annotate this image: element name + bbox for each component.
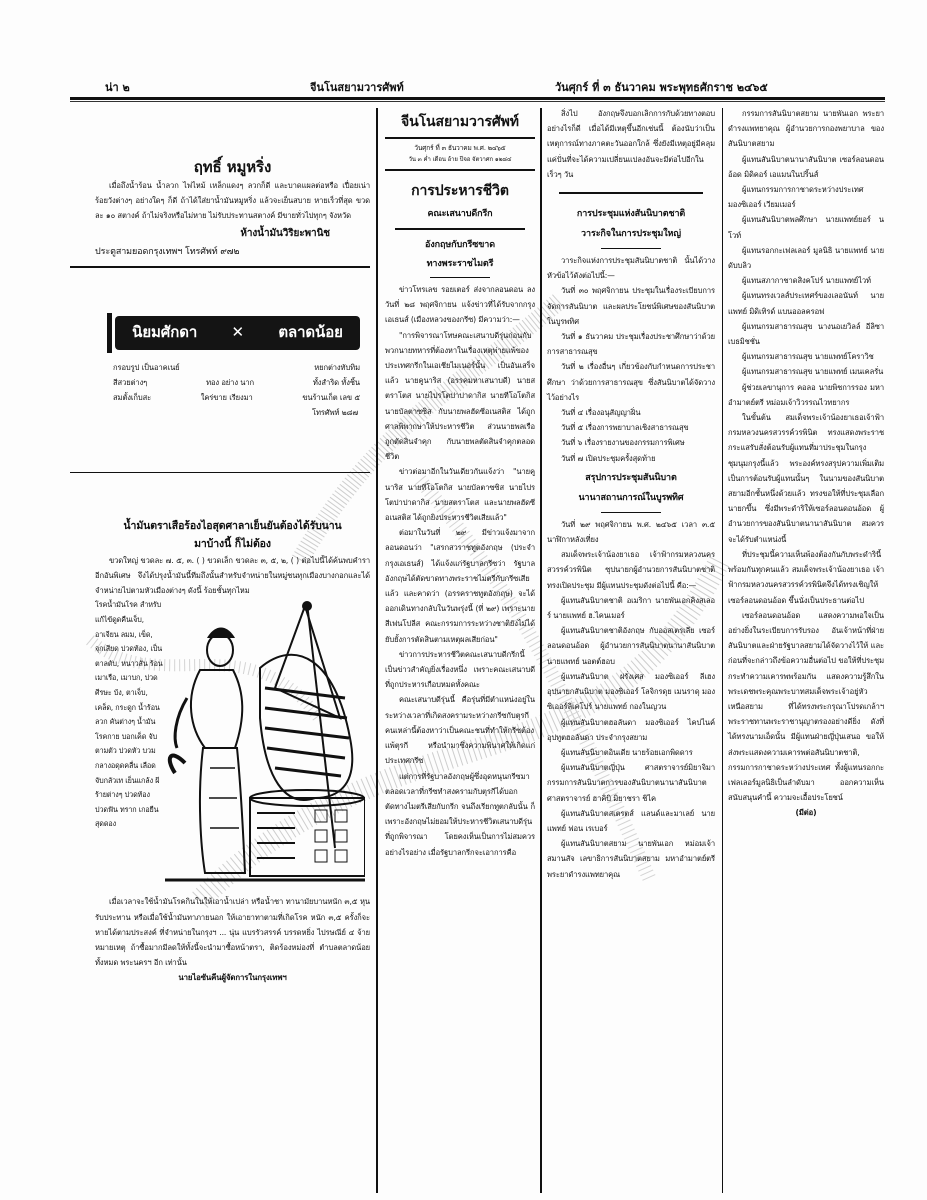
- article-title: สรุปการประชุมสันนิบาต: [585, 472, 677, 483]
- agenda-item: วันที่ ๔ เรื่องอนุสัญญาฝิ่น: [561, 408, 641, 418]
- agenda-item: วันที่ ๓๐ พฤศจิกายน ประชุมในเรื่องระเบียบการจัดการสันนิบาต และผลประโยชน์พิเศษของสันนิบาตในบูรพทิศ: [547, 286, 715, 326]
- woman-and-tiger-illustration: [165, 598, 365, 886]
- article-paragraph: ข่าวโทรเลข รอยเตอร์ ส่งจากลอนดอน ลงวันที่ ๒๘ พฤศจิกายน แจ้งข่าวที่ได้รับจากกรุงเอเธนส์ (เมืองหลวงของกรีซ) มีความว่า:—: [385, 285, 535, 325]
- article-paragraph: สิ่งไป อังกฤษจึงบอกเลิกการกับด้วยทางตอบอย่างไรก็ดี เมื่อได้มีเหตุขึ้นอีกเช่นนี้ ต้องนับว่าเป็นเหตุการณ์ทางภาคตะวันออกใกล้ ซึ่งยังมีเหตุอยู่มีคลุมแค่ปั่นที่จะได้ความเปลี่ยนแปลงอันจะมีต่อไปอีกในเร็วๆ วัน: [547, 109, 715, 179]
- ad-mu-ring: [95, 156, 370, 268]
- column-divider: [376, 108, 378, 1193]
- masthead-rule: [385, 137, 535, 139]
- article-paragraph: ในขั้นต้น สมเด็จพระเจ้าน้องยาเธอเจ้าฟ้ากรมหลวงนครสวรรค์วรพินิต ทรงแสดงพระราชกระแสรับสั่งต้อนรับผู้แทนที่มาประชุมในกรุง ชุมนุมกรุงนี้แล้ว พระองค์ทรงสรุปความเพิ่มเติม เป็นการต้อนรับผู้แทนนั้นๆ ในนามของสันนิบาตสยามอีกชั้นหนึ่งด้วยแล้ว ทรงขอให้ที่ประชุมเลือกนายกขึ้น ซึ่งมีพระดำริให้เซอร์ลอนดอนอ้อด ผู้อำนวยการของสันนิบาตนานาสันนิบาต สมควรจะได้รับตำแหน่งนี้: [728, 413, 884, 544]
- article-paragraph: "การพิจารณาโทษคณะเสนาบดีรุ่นก่อนกับพวกนายทหารที่ต้องหาในเรื่องเหตุพ่ายแพ้ของประเทศกรีกในเอเชียไมเนอร์นั้น เป็นอันเสร็จแล้ว นายคูนาริส (อรรคมหาเสนาบดี) นายสตราโตส นายไปรโตปาปาดากิส นายทีโอโตกิส นายบัลตาซซิส กับนายพลฮัดซีอเนสติส ได้ถูกศาลพิพากษาให้ประหารชีวิต ส่วนนายพลเรือ ถูกตัดสินจำคุก กับนายพลตัดสินจำคุกตลอดชีวิต: [385, 330, 535, 462]
- article-paragraph: สมเด็จพระเจ้าน้องยาเธอ เจ้าฟ้ากรมหลวงนครสวรรค์วรพินิต ซุปนายกผู้อำนวยการสันนิบาตชาติ ทรงเปิดประชุม มีผู้แทนประชุมดังต่อไปนี้ คือ:—: [547, 550, 715, 590]
- agenda-item: วันที่ ๖ เรื่องรายงานของกรรมการพิเศษ: [561, 438, 685, 448]
- page-header: [95, 78, 885, 96]
- paper-name: จีนโนสยามวารศัพท์: [310, 81, 404, 94]
- ad-rule: [70, 266, 370, 268]
- column-news-greece: [385, 106, 535, 860]
- agenda-item: วันที่ ๗ เปิดประชุมครั้งสุดท้าย: [561, 453, 656, 463]
- article-paragraph: ผู้แทนกรมสาธารณสุข นายแพทย์โคราวิช: [742, 352, 874, 362]
- article-subhead: อังกฤษกับกรีซขาด: [425, 240, 495, 250]
- article-paragraph: ผู้แทนสันนิบาตสยาม นายพันเอก หม่อมเจ้าสมานสัจ เลขาธิการสันนิบาตสยาม มหาอำมาตย์ตรี พระยาดำรงแพทยาคุณ: [547, 839, 715, 879]
- article-paragraph: กรรมการสันนิบาตสยาม นายพันเอก พระยาดำรงแพทยาคุณ ผู้อำนวยการกองพยาบาล ของสันนิบาตสยาม: [728, 109, 884, 149]
- article-paragraph: ข่าวการประหารชีวิตคณะเสนาบดีกรีกนี้ เป็นข่าวสำคัญยิ่งเรื่องหนึ่ง เพราะคณะเสนาบดีที่ถูกประหารเกือบหมดทั้งคณะ: [385, 649, 535, 690]
- article-paragraph: ผู้แทนสันนิบาตอินเดีย นายร้อยเอกพิดดาร: [561, 747, 693, 757]
- article-paragraph: ผู้แทนสันนิบาตสเตรตส์ แลนด์และมาเลย์ นายแพทย์ ฟอน เรเบอร์: [547, 808, 715, 833]
- article-paragraph: ผู้แทนสันนิบาตชาติ อเมริกา นายพันเอกคิงสเลอร์ นายแพทย์ ฮ.ไคนเมอร์: [547, 595, 715, 621]
- header-rule: [70, 97, 885, 100]
- column-divider: [540, 108, 542, 1193]
- article-subhead: ทางพระราชไมตรี: [426, 259, 494, 269]
- ad-banner: [115, 316, 360, 350]
- issue-date: วันศุกร์ ที่ ๓ ธันวาคม พระพุทธศักราช ๒๔๖๕: [555, 81, 768, 94]
- ad-usage-text: เมื่อเวลาจะใช้น้ำมันโรคกินในให้เอาน้ำเปล่า หรือน้ำชา ทานามัยบานหนัก ๓,๕ หุน รับประทาน หรือเมื่อใช้น้ำมันทาภายนอก ให้เอายาทาตามที่เกิดโรค หนัก ๓,๕ ครั้งก็จะหายได้ตามประสงค์ ที่จำหน่ายในกรุงฯ ... นุ่น แบรรัวสรรค์ บรรดหยิ่ง ไปรษณีย์ ๔ จ้าย หมายเหตุ ถ้าซื้อมากมีลดให้ทั้งนี้จะนำมาซื้อหน้าตรา, ติดร้องหม่องที่ ตำบลตลาดน้อย ทั้งหมด พระนครฯ อีก เท่านั้น: [95, 897, 370, 968]
- article-paragraph: ข่าวต่อมาอีกในวันเดียวกันแจ้งว่า "นายคูนาริส นายทีโอโตกิส นายบัลตาซซิส นายไปรโตปาปาดากิส นายสตราโตส และนายพลฮัดซีอเนสติส ได้ถูกยิงประหารชีวิตเสียแล้ว": [385, 467, 535, 523]
- ad-niyom-sakda: [95, 316, 370, 473]
- ad-row: สมตั้งเก็บสะ ใคร่ขาย เรียงมา ขนร้านเก็ต เลข ๕: [113, 392, 360, 402]
- article-paragraph: คณะเสนาบดีรุ่นนี้ คือรุ่นที่มีตำแหน่งอยู่ในระหว่างเวลาที่เกิดสงครามระหว่างกรีซกับตุรกี คนเหล่านี้ต้องหาว่าเป็นคณะชนที่ทำให้กรีซต้องแพ้ตุรกี หรือนำมาซึ่งความพินาศให้เกิดแก่ประเทศกรีซ: [385, 695, 535, 766]
- ad-tiger-oil: [95, 517, 370, 986]
- ad-rule: [70, 472, 370, 473]
- banner-ornament-icon: ✕: [231, 323, 244, 341]
- ad-seller: ห้างน้ำมันวิริยะพานิช: [240, 227, 330, 239]
- article-paragraph: ผู้แทนสภากาชาดสิงคโปร์ นายแพทย์ไวท์: [742, 276, 871, 286]
- subhead-rule: [430, 277, 490, 278]
- article-paragraph: เซอร์ลอนดอนอ้อด แสดงความพอใจเป็นอย่างยิ่งในระเบียบการรับรอง อันเจ้าหน้าที่ฝ่ายสันนิบาตและฝ่ายรัฐบาลสยามได้จัดวางไว้ให้ และก่อนที่จะกล่าวถึงข้อความอื่นต่อไป ขอให้ที่ประชุมกระทำความเคารพพร้อมกัน แสดงความรู้สึกในพระเดชพระคุณพระบาทสมเด็จพระเจ้าอยู่หัวเหนือสยาม ที่ได้ทรงพระกรุณาโปรดเกล้าฯ พระราชทานพระราชานุญาตรองอย่างดียิ่ง ดังที่ได้ทรงนามเอ็ดนั้น มีผู้แทนฝ่ายญี่ปุ่นเสนอ ขอให้ส่งพระแสดงความเคารพต่อสันนิบาตชาติ, กรรมการกาชาดระหว่างประเทศ ทั้งผู้แทนรอกกะเฟลเลอร์มูลนิธิเป็นลำดับมา ออกความเห็นสนับสนุนคำนี้ ความจะเอื้อประโยชน์: [728, 610, 884, 803]
- article-subhead: คณะเสนาบดีกรีก: [427, 209, 493, 219]
- tiger-oil-illustration-block: [95, 598, 365, 888]
- article-paragraph: ผู้แทนสันนิบาตชาติอังกฤษ กับออสเตรเลีย เซอร์ลอนดอนอ้อด ผู้อำนวยการสันนิบาตนานาสันนิบาต นายแพทย์ นอตต์ฮอบ: [547, 626, 715, 666]
- agenda-item: วันที่ ๕ เรื่องการพยาบาลเชิงสาธารณสุข: [561, 423, 689, 433]
- masthead-date: วันศุกร์ ที่ ๓ ธันวาคม พ.ศ. ๒๔๖๕: [414, 144, 506, 152]
- article-paragraph: วาระกิจแห่งการประชุมสันนิบาตชาติ นั้นได้วางหัวข้อไว้ดังต่อไปนี้:—: [547, 256, 715, 281]
- masthead-title: จีนโนสยามวารศัพท์: [401, 114, 519, 130]
- ad-body: เมื่อถึงน้ำร้อน น้ำลวก ไฟไหม้ เหล็กแดงๆ ลวกก็ดี และบาดแผลต่อหรือ เปื่อยเน่า ร้อยวังต่างๆ อย่างใดๆ ก็ดี ถ้าได้ใส่ยาน้ำมันหมูหริ่ง แล้วจะเย็นสบาย หายเร็วที่สุด ขวดละ ๑๐ สตางค์ ถ้าไม่จริงหรือไม่หาย ไม่รับประทานสตางค์ มีขายทั่วไปทุกๆ จังหวัด: [95, 181, 370, 221]
- continued-marker: (มีต่อ): [795, 808, 817, 818]
- ad-title: น้ำมันตราเสือร้องไอสุดศาลาเย็นยันต้องได้รับนาน: [123, 519, 342, 532]
- article-rule: [559, 192, 703, 194]
- article-paragraph: ผู้แทนสันนิบาตฮอลันดา มองซิเออร์ ไคปไนค์ อุปทูตฮอลันดา ประจำกรุงสยาม: [547, 717, 715, 742]
- masthead-rule: [385, 169, 535, 171]
- article-paragraph: ผู้แทนสันนิบาตพลศึกษา นายแพทย์ยอร์ นโวท์: [728, 215, 884, 240]
- agenda-item: วันที่ ๒ เรื่องอื่นๆ เกี่ยวข้องกับกำหนดการประชาศึกษา ว่าด้วยการสาธารณสุข ซึ่งสันนิบาตได้จัดวางไว้อย่างไร: [547, 362, 715, 402]
- subhead-rule: [395, 228, 525, 230]
- banner-left-text: นิยมศักดา: [132, 323, 198, 341]
- column-divider: [722, 108, 723, 1193]
- article-paragraph: แต่การที่รัฐบาลอังกฤษผู้ซึ่งอุดหนุนกรีซมาตลอดเวลาที่กรีซทำสงครามกับตุรกีได้บอกตัดทางไมตรีเสียกับกรีก จนถึงเรียกทูตกลับนั้น ก็เพราะอังกฤษไม่ยอมให้ประหารชีวิตเสนาบดีรุ่นที่ถูกพิจารณา โดยคงเห็นเป็นการไม่สมควรอย่างไรอย่าง เมื่อรัฐบาลกรีกจะเอาการคือ: [385, 771, 535, 857]
- ad-subtitle: มาบ้างนี้ ก็ไม่ต้อง: [194, 537, 271, 550]
- article-paragraph: ผู้แทนสันนิบาต ฝรั่งเศส มองซิเออร์ ลีเฮงอุปนายกสันนิบาต มองซิเออร์ โลจิกรดุย เมนราดุ มองซิเออร์ลิเคโปร์ นายแพทย์ กองในญวน: [547, 671, 715, 712]
- article-paragraph: ผู้แทนกรรมการกาชาดระหว่างประเทศ มองซิเออร์ เวียมเมอร์: [728, 185, 864, 210]
- article-rule: [601, 248, 661, 249]
- ad-title: ฤทธิ์ หมูหริ่ง: [193, 158, 272, 176]
- article-title: วาระกิจในการประชุมใหญ่: [581, 229, 681, 240]
- ad-phone: โทรศัพท์ ๒๘๗: [312, 407, 358, 417]
- ad-address: ประตูสามยอดกรุงเทพฯ โทรศัพท์ ๙๗๒: [95, 246, 240, 257]
- article-title: นานาสถานการณ์ในบูรพทิศ: [578, 492, 684, 503]
- header-rule-thin: [70, 101, 885, 102]
- ad-agent: นายไอซันคีนผู้จัดการในกรุงเทพฯ: [178, 973, 287, 983]
- column-advertisements: [95, 106, 370, 986]
- ad-side-text: โรคน้ำมันโรค สำหรับแก้ไข้ดูดคืนเจ็บ, อาเจียน ลมม, เข็ด, จุกเสียด ปวดท้อง, เป็นตาลตับ, หนาวสั่น ร้อน เมาเรือ, เมาบก, ปวดศีรษะ บ้ง, ตาเจ็บ, เคล็ด, กระดูก น้ำร้อนลวก คันต่างๆ น้ำมันโรคกาย บอกเค็ด จับตามตัว ปวดหัว บวมกลางอดุดคลื่น เลือดจับกลัวเท เย็นแกล้ง ผีร้ายต่างๆ ปวดท้อง ปวดฟัน ทราก เกอยืน สุดดอง: [95, 600, 163, 829]
- ad-row: กรอบรูป เป็นอาคเนย์ หยกต่างทับทิม: [113, 362, 360, 372]
- article-title: การประชุมแห่งสันนิบาตชาติ: [576, 209, 686, 220]
- ad-row: สีสวยต่างๆ ทอง อย่าง นาก ทั้งสำริด ทั้งชิ้น: [113, 377, 360, 387]
- article-paragraph: ต่อมาในวันที่ ๒๙ มีข่าวแจ้งมาจากลอนดอนว่า "เสรกสวราชทูตอังกฤษ (ประจำกรุงเอเธนส์) ได้แจ้งแก่รัฐบาลกรีซว่า รัฐบาลอังกฤษได้ตัดขาดทางพระราชไมตรีกับกรีซเสียแล้ว และคาดว่า (อรรคราชทูตอังกฤษ) จะได้ออกเดินทางกลับในวันพรุ่งนี้ (ที่ ๒๙) เพราะนายสีเฟนโปลีส คณะกรรมการระหว่างชาติยังไม่ได้ ยับยั้งการตัดสินตามเหตุผลเสียก่อน": [385, 528, 535, 644]
- article-paragraph: วันที่ ๒๙ พฤศจิกายน พ.ศ. ๒๔๖๕ เวลา ๓.๕ นาฬิกาหลังเที่ยง: [547, 519, 715, 545]
- article-rule: [601, 512, 661, 513]
- article-paragraph: ผู้แทนสันนิบาตนานาสันนิบาต เซอร์ลอนดอนอ้อด มิดิคอร์ เอแมนในปริ้นส์: [728, 154, 884, 179]
- article-paragraph: ผู้แทนทรงเวลส์ประเทศร์ของเลอนันท์ นายแพทย์ มิดิเทิรด์ แบนออลครอฟ: [728, 291, 884, 316]
- banner-right-text: ตลาดน้อย: [278, 323, 343, 341]
- article-paragraph: ผู้แทนรอกกะเฟลเลอร์ มูลนิธิ นายแพทย์ นาย ดับบลิว: [728, 245, 884, 271]
- ad-body: ขวดใหญ่ ขวดละ ๗. ๕, ๓. ( ) ขวดเล็ก ขวดละ ๓, ๕, ๒, ( ) ต่อไปนี้ได้ค้นพบคำราอีกอันพิเศษ จึงได้ปรุงน้ำมันนี้ทีมถึงนั้นสำหรับจำหน่ายในหมู่ชนทุกเมืองบางกอกและได้จำหน่ายไปตามหัวเมืองต่างๆ ดังนี้ ร้อยชั้นทุกไหม: [95, 555, 370, 596]
- article-paragraph: ผู้ช่วยเลขานุการ คอลอ นายพิชการรอง มหาอำมาตย์ตรี หม่อมเจ้าวิวรรณไวทยากร: [728, 382, 884, 407]
- article-paragraph: ผู้แทนกรมสาธารณสุข นายแพทย์ เมนเคลรั่น: [742, 367, 884, 377]
- article-paragraph: ผู้แทนสันนิบาตญี่ปุ่น ศาสตราจารย์มิยาจิมา กรรมการสันนิบาตการของสันนิบาตนานาสันนิบาต ศาสตราจารย์ ฮาคิบิ มิยาชรา ชิไค: [547, 763, 715, 803]
- page-number: น่า ๒: [105, 81, 130, 94]
- column-news-continued: [728, 106, 884, 821]
- masthead-lunar-date: วัน ๓ ค่ำ เดือน อ้าย ปีจอ จัตวาศก ๑๒๘๔: [408, 156, 512, 163]
- agenda-item: วันที่ ๑ ธันวาคม ประชุมเรื่องประชาศึกษาว่าด้วยการสาธารณสุข: [547, 332, 715, 357]
- article-paragraph: ที่ประชุมนี้ความเห็นพ้องต้องกันกับพระดำรินี้พร้อมกันทุกคนแล้ว สมเด็จพระเจ้าน้องยาเธอ เจ้าฟ้ากรมหลวงนครสวรรค์วรพินิตจึงได้ทรงเชิญให้เซอร์ลอนดอนอ้อด ขึ้นนั่งเป็นประธานต่อไป: [728, 549, 884, 605]
- article-paragraph: ผู้แทนกรมสาธารณสุข นางนอเยวิลล์ อีลิซาเบธมิชชั่น: [728, 321, 884, 347]
- column-news-conference: [547, 106, 715, 882]
- article-headline: การประหารชีวิต: [411, 183, 509, 199]
